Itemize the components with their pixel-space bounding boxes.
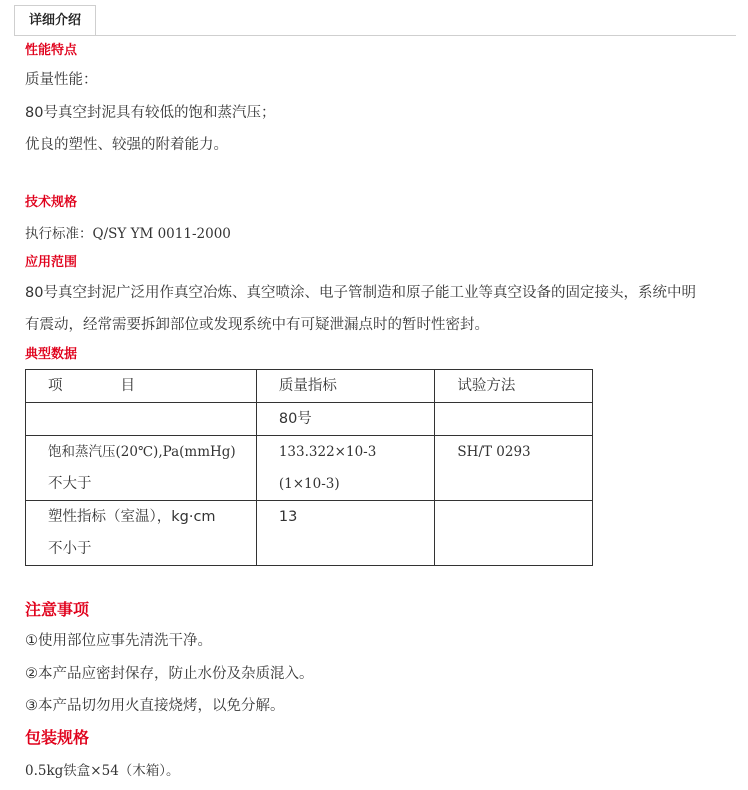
- table-cell: 133.322×10-3 (1×10-3): [256, 436, 435, 501]
- table-header-cell: 质量指标: [256, 370, 435, 403]
- table-cell: SH/T 0293: [435, 436, 593, 501]
- tab-details[interactable]: 详细介绍: [14, 5, 96, 35]
- spec-heading: 技术规格: [25, 195, 78, 210]
- table-header-row: [26, 370, 593, 403]
- scope-line: 有震动，经常需要拆卸部位或发现系统中有可疑泄漏点时的暂时性密封。: [25, 317, 489, 333]
- packing-line: 0.5kg铁盒×54（木箱）。: [25, 763, 180, 779]
- table-header-cell: 项 目: [26, 370, 257, 403]
- notes-heading: 注意事项: [25, 600, 90, 619]
- table-cell: 13: [256, 501, 435, 566]
- table-cell: 饱和蒸汽压(20℃),Pa(mmHg) 不大于: [26, 436, 257, 501]
- typical-data-table: [25, 369, 593, 566]
- table-cell: [26, 403, 257, 436]
- packing-heading: 包装规格: [25, 728, 90, 747]
- table-cell: 塑性指标（室温），kg·cm 不小于: [26, 501, 257, 566]
- notes-line: ③本产品切勿用火直接烧烤，以免分解。: [25, 698, 285, 714]
- scope-line: 80号真空封泥广泛用作真空冶炼、真空喷涂、电子管制造和原子能工业等真空设备的固定接头，系统中明: [25, 285, 696, 301]
- features-line: 质量性能：: [25, 72, 98, 88]
- notes-line: ②本产品应密封保存，防止水份及杂质混入。: [25, 666, 314, 682]
- notes-line: ①使用部位应事先清洗干净。: [25, 633, 212, 649]
- table-header-cell: 试验方法: [435, 370, 593, 403]
- table-cell: 80号: [256, 403, 435, 436]
- spec-standard: 执行标准：Q/SY YM 0011-2000: [25, 226, 231, 242]
- table-cell: [435, 403, 593, 436]
- table-row: [26, 501, 593, 566]
- scope-heading: 应用范围: [25, 255, 78, 270]
- features-line: 优良的塑性、较强的附着能力。: [25, 137, 228, 153]
- features-line: 80号真空封泥具有较低的饱和蒸汽压；: [25, 105, 276, 121]
- data-heading: 典型数据: [25, 347, 78, 362]
- table-row: [26, 403, 593, 436]
- features-heading: 性能特点: [25, 43, 78, 58]
- table-row: [26, 436, 593, 501]
- table-cell: [435, 501, 593, 566]
- tab-divider: [14, 35, 736, 36]
